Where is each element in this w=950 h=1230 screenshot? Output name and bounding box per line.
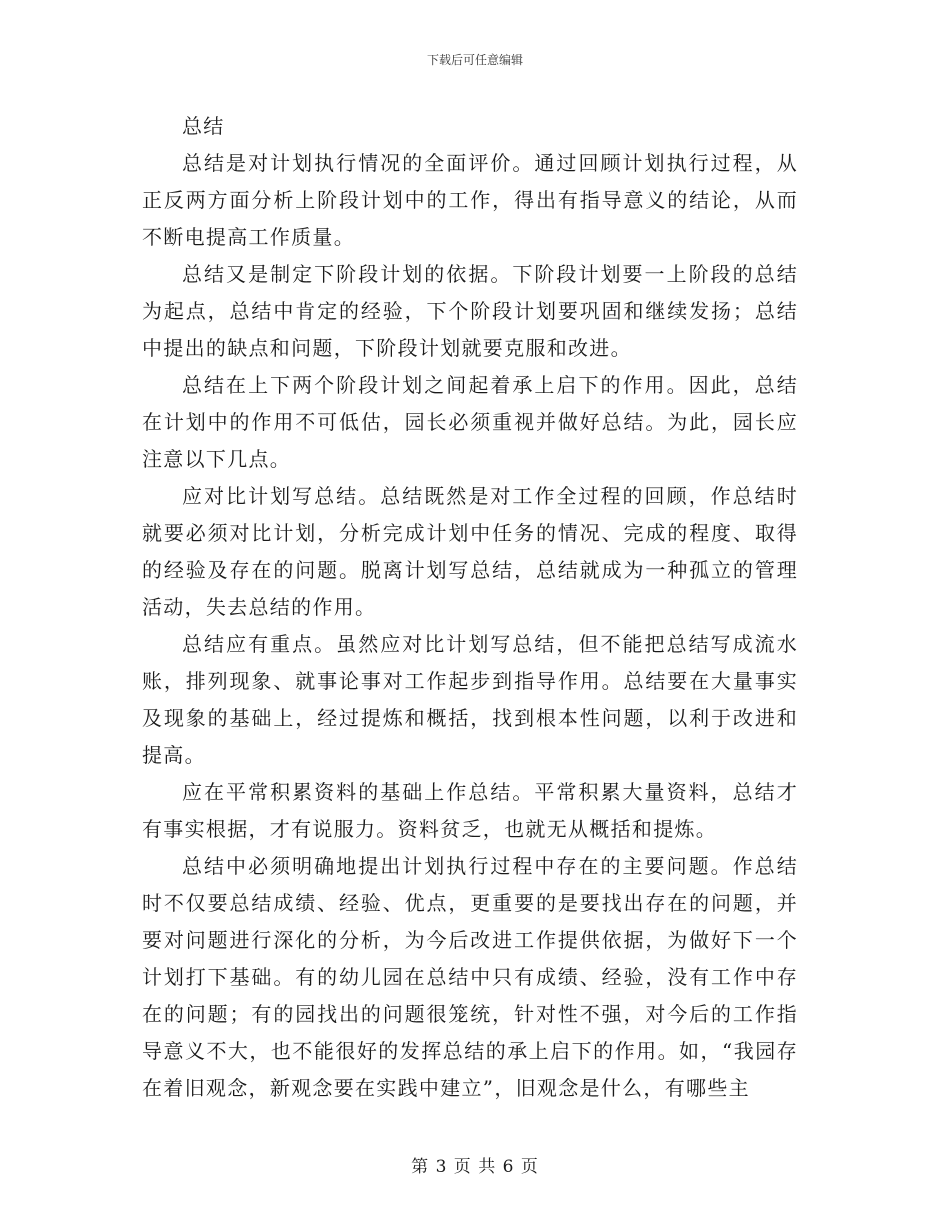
paragraph: 总结是对计划执行情况的全面评价。通过回顾计划执行过程，从正反两方面分析上阶段计划中的工作，得出有指导意义的结论，从而不断电提高工作质量。 — [142, 151, 798, 249]
paragraph: 总结又是制定下阶段计划的依据。下阶段计划要一上阶段的总结为起点，总结中肯定的经验，下个阶段计划要巩固和继续发扬；总结中提出的缺点和问题，下阶段计划就要克服和改进。 — [142, 262, 798, 360]
document-body — [142, 108, 798, 1107]
section-title: 总结 — [182, 114, 225, 138]
paragraph: 应在平常积累资料的基础上作总结。平常积累大量资料，总结才有事实根据，才有说服力。资料贫乏，也就无从概括和提炼。 — [142, 780, 798, 841]
paragraph: 总结在上下两个阶段计划之间起着承上启下的作用。因此，总结在计划中的作用不可低估，园长必须重视并做好总结。为此，园长应注意以下几点。 — [142, 373, 798, 471]
page-header: 下载后可任意编辑 — [426, 53, 523, 67]
paragraph: 总结中必须明确地提出计划执行过程中存在的主要问题。作总结时不仅要总结成绩、经验、优点，更重要的是要找出存在的问题，并要对问题进行深化的分析，为今后改进工作提供依据，为做好下一个计划打下基础。有的幼儿园在总结中只有成绩、经验，没有工作中存在的问题；有的园找出的问题很笼统，针对性不强，对今后的工作指导意义不大，也不能很好的发挥总结的承上启下的作用。如，“我园存在着旧观念，新观念要在实践中建立”，旧观念是什么，有哪些主 — [142, 854, 798, 1100]
paragraph: 应对比计划写总结。总结既然是对工作全过程的回顾，作总结时就要必须对比计划，分析完成计划中任务的情况、完成的程度、取得的经验及存在的问题。脱离计划写总结，总结就成为一种孤立的管理活动，失去总结的作用。 — [142, 484, 798, 619]
page-number: 第 3 页 共 6 页 — [411, 1157, 539, 1177]
paragraph: 总结应有重点。虽然应对比计划写总结，但不能把总结写成流水账，排列现象、就事论事对工作起步到指导作用。总结要在大量事实及现象的基础上，经过提炼和概括，找到根本性问题，以利于改进和提高。 — [142, 632, 798, 767]
